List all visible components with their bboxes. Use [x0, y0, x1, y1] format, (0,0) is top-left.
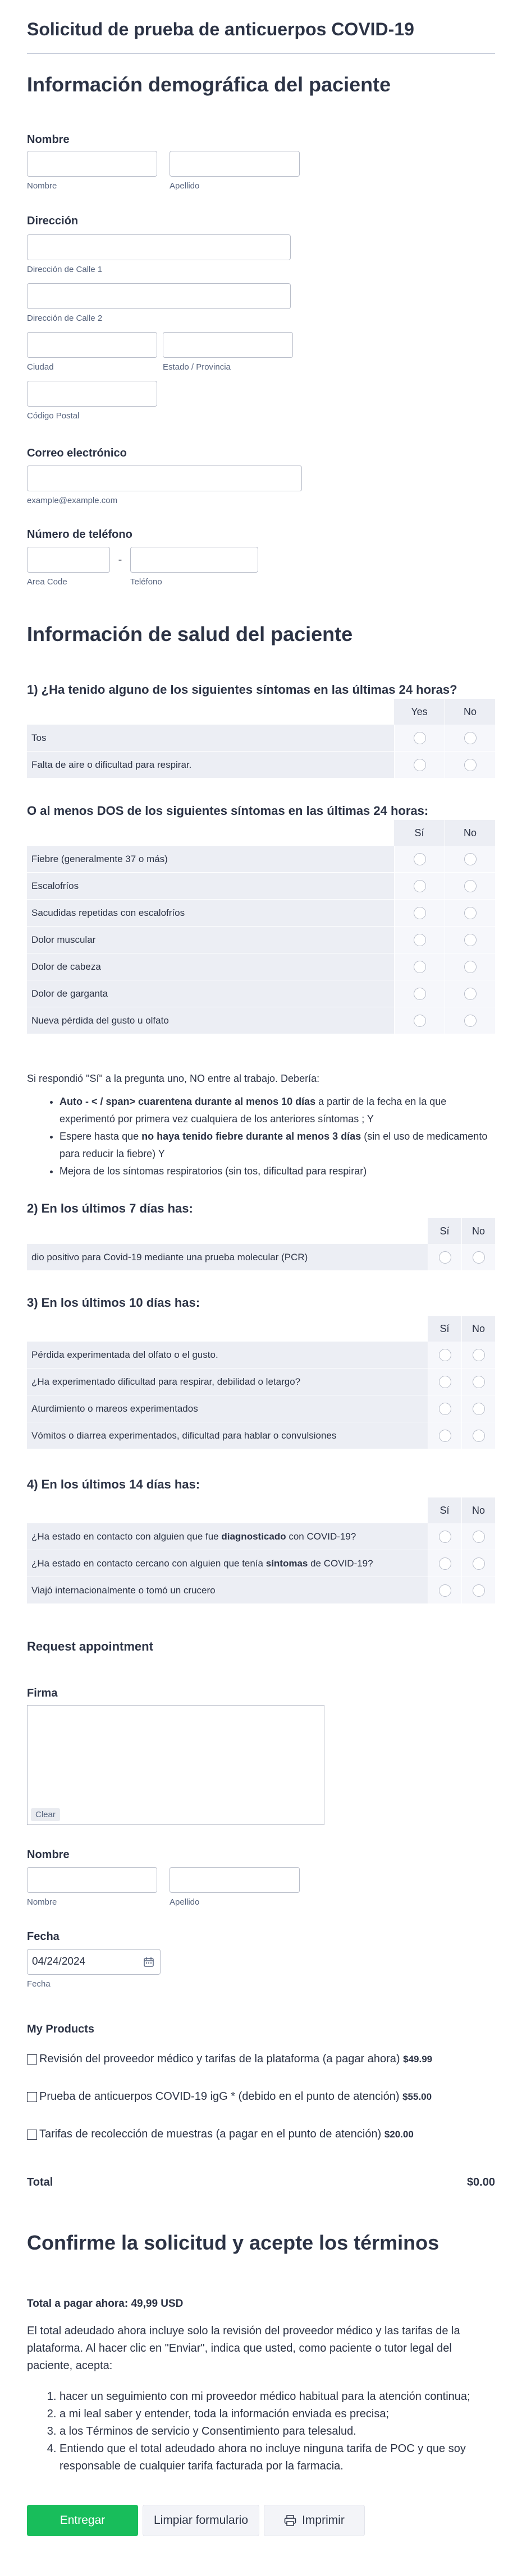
- q2-no-radio[interactable]: [464, 853, 477, 865]
- table-row: [27, 1523, 495, 1550]
- advice-text: (sin el uso de medicamento para reducir la fiebre) Y: [59, 1131, 488, 1159]
- advice-bullet: [59, 1163, 495, 1180]
- q4-row-label: Pérdida experimentada del olfato o el gusto.: [27, 1342, 428, 1368]
- product-item[interactable]: [27, 2128, 414, 2141]
- street2-input[interactable]: [27, 283, 291, 309]
- last-name-sublabel: Apellido: [170, 181, 200, 191]
- clear-signature-button[interactable]: Clear: [31, 1808, 60, 1821]
- q5-row-bold: diagnosticado: [221, 1531, 286, 1542]
- table-row: [27, 1577, 495, 1604]
- q5-no-radio[interactable]: [473, 1584, 485, 1597]
- printer-icon: [284, 2515, 296, 2526]
- table-row: [27, 900, 495, 927]
- phone-label: Número de teléfono: [27, 528, 132, 541]
- signature-pad[interactable]: [27, 1705, 324, 1825]
- q4-yes-radio[interactable]: [439, 1349, 451, 1361]
- q3-no-radio[interactable]: [473, 1251, 485, 1264]
- submit-button[interactable]: Entregar: [27, 2505, 138, 2536]
- q1-matrix: [27, 699, 495, 778]
- table-row: [27, 1550, 495, 1577]
- q5-row-label: [27, 1523, 428, 1550]
- q1-r2-no-radio[interactable]: [464, 759, 477, 771]
- q2-matrix: [27, 820, 495, 1034]
- q4-no-radio[interactable]: [473, 1403, 485, 1415]
- email-label: Correo electrónico: [27, 447, 127, 459]
- email-input[interactable]: [27, 466, 302, 491]
- q1-row-label: Tos: [27, 725, 394, 752]
- advice-bullet: [59, 1093, 495, 1128]
- table-row: [27, 1368, 495, 1395]
- table-row: [27, 1244, 495, 1271]
- q3-title: 2) En los últimos 7 días has:: [27, 1201, 193, 1215]
- table-row: [27, 927, 495, 953]
- postal-input[interactable]: [27, 381, 157, 407]
- terms-item: 1. hacer un seguimiento con mi proveedor médico habitual para la atención continua;: [59, 2388, 495, 2406]
- appointment-name-group: [27, 1849, 300, 1907]
- q2-no-radio[interactable]: [464, 988, 477, 1000]
- q1-row-label: Falta de aire o dificultad para respirar.: [27, 752, 394, 778]
- table-row: [27, 725, 495, 752]
- q2-no-radio[interactable]: [464, 961, 477, 973]
- advice-bullet: [59, 1128, 495, 1163]
- phone-sublabel: Teléfono: [130, 577, 162, 587]
- email-group: [27, 447, 302, 505]
- terms-item: 2. a mi leal saber y entender, toda la información enviada es precisa;: [59, 2406, 495, 2423]
- q4-row-label: Aturdimiento o mareos experimentados: [27, 1395, 428, 1422]
- table-row: [27, 1395, 495, 1422]
- date-group: [27, 1930, 161, 1989]
- date-label: Fecha: [27, 1930, 59, 1943]
- address-group: [27, 215, 293, 421]
- street2-sublabel: Dirección de Calle 2: [27, 314, 103, 323]
- print-label: Imprimir: [302, 2514, 345, 2527]
- q2-yes-radio[interactable]: [414, 1015, 426, 1027]
- q5-no-radio[interactable]: [473, 1531, 485, 1543]
- q4-row-label: ¿Ha experimentado dificultad para respirar, debilidad o letargo?: [27, 1368, 428, 1395]
- terms-list: [27, 2388, 495, 2475]
- appointment-last-name-sublabel: Apellido: [170, 1897, 200, 1907]
- q1-col-no: No: [445, 699, 495, 725]
- table-row: [27, 1422, 495, 1449]
- calendar-icon[interactable]: [143, 1956, 154, 1971]
- q2-title: O al menos DOS de los siguientes síntomas en las últimas 24 horas:: [27, 804, 429, 818]
- form-title: Solicitud de prueba de anticuerpos COVID-19: [27, 0, 495, 54]
- q4-no-radio[interactable]: [473, 1349, 485, 1361]
- q4-matrix: [27, 1316, 495, 1449]
- q1-r2-yes-radio[interactable]: [414, 759, 426, 771]
- q3-col-yes: Sí: [428, 1218, 461, 1244]
- advice-bold: Auto - < / span> cuarentena durante al menos 10 días: [59, 1096, 316, 1107]
- product-price: $20.00: [384, 2129, 414, 2140]
- table-row: [27, 1007, 495, 1034]
- table-row: [27, 846, 495, 873]
- q2-no-radio[interactable]: [464, 934, 477, 946]
- table-row: [27, 953, 495, 980]
- q5-row-text: de COVID-19?: [308, 1557, 373, 1569]
- q2-yes-radio[interactable]: [414, 988, 426, 1000]
- city-sublabel: Ciudad: [27, 362, 54, 372]
- q5-row-text: con COVID-19?: [286, 1531, 356, 1542]
- advice-text: a partir de la fecha en la que experimentó por primera vez cualquiera de los anteriores síntomas ; Y: [59, 1096, 447, 1125]
- appointment-first-name-input[interactable]: [27, 1867, 157, 1893]
- q2-no-radio[interactable]: [464, 907, 477, 919]
- address-label: Dirección: [27, 215, 79, 227]
- advice-block: [27, 1070, 495, 1180]
- state-input[interactable]: [163, 332, 293, 358]
- q4-yes-radio[interactable]: [439, 1430, 451, 1442]
- q2-row-label: Dolor de cabeza: [27, 953, 394, 980]
- q2-yes-radio[interactable]: [414, 907, 426, 919]
- table-row: [27, 752, 495, 778]
- terms-item: 3. a los Términos de servicio y Consentimiento para telesalud.: [59, 2423, 495, 2440]
- total-value: $0.00: [466, 2176, 495, 2188]
- street1-input[interactable]: [27, 234, 291, 260]
- email-sublabel: example@example.com: [27, 496, 118, 505]
- terms-item: 4. Entiendo que el total adeudado ahora no incluye ninguna tarifa de POC y que soy responsable de cualquier tarifa facturada por la farmacia.: [59, 2440, 495, 2475]
- signature-label: Firma: [27, 1687, 58, 1699]
- q4-no-radio[interactable]: [473, 1376, 485, 1388]
- q3-col-no: No: [461, 1218, 495, 1244]
- q2-row-label: Nueva pérdida del gusto u olfato: [27, 1007, 394, 1034]
- q1-r1-no-radio[interactable]: [464, 732, 477, 744]
- clear-form-button[interactable]: Limpiar formulario: [143, 2505, 259, 2536]
- q5-no-radio[interactable]: [473, 1557, 485, 1570]
- street1-sublabel: Dirección de Calle 1: [27, 265, 103, 274]
- q2-yes-radio[interactable]: [414, 853, 426, 865]
- last-name-input[interactable]: [170, 151, 300, 177]
- product-name: Prueba de anticuerpos COVID-19 igG * (debido en el punto de atención): [39, 2090, 400, 2103]
- demographics-heading: Información demográfica del paciente: [27, 73, 391, 96]
- q5-col-yes: Sí: [428, 1497, 461, 1523]
- state-sublabel: Estado / Provincia: [163, 362, 231, 372]
- name-group: [27, 133, 300, 191]
- confirm-heading: Confirme la solicitud y acepte los términos: [27, 2231, 439, 2254]
- q2-row-label: Fiebre (generalmente 37 o más): [27, 846, 394, 873]
- q5-row-bold: síntomas: [265, 1557, 308, 1569]
- product-price: $55.00: [402, 2091, 432, 2102]
- appointment-name-label: Nombre: [27, 1849, 70, 1861]
- q5-title: 4) En los últimos 14 días has:: [27, 1477, 200, 1491]
- appointment-first-name-sublabel: Nombre: [27, 1897, 57, 1907]
- q5-yes-radio[interactable]: [439, 1531, 451, 1543]
- q2-row-label: Sacudidas repetidas con escalofríos: [27, 900, 394, 927]
- advice-intro: Si respondió "Sí" a la pregunta uno, NO entre al trabajo. Debería:: [27, 1073, 320, 1084]
- q4-row-label: Vómitos o diarrea experimentados, dificultad para hablar o convulsiones: [27, 1422, 428, 1449]
- q5-yes-radio[interactable]: [439, 1557, 451, 1570]
- date-input[interactable]: [27, 1949, 161, 1975]
- total-row: [27, 2176, 495, 2189]
- table-row: [27, 980, 495, 1007]
- products-heading: My Products: [27, 2023, 95, 2035]
- city-input[interactable]: [27, 332, 157, 358]
- q5-yes-radio[interactable]: [439, 1584, 451, 1597]
- product-name: Revisión del proveedor médico y tarifas de la plataforma (a pagar ahora): [39, 2053, 400, 2065]
- q2-col-no: No: [445, 820, 495, 846]
- amount-due: Total a pagar ahora: 49,99 USD: [27, 2298, 184, 2310]
- date-value: 04/24/2024: [32, 1956, 86, 1967]
- q1-col-yes: Yes: [394, 699, 445, 725]
- q3-row-label: dio positivo para Covid-19 mediante una prueba molecular (PCR): [27, 1244, 428, 1271]
- q2-col-yes: Sí: [394, 820, 445, 846]
- q2-row-label: Escalofríos: [27, 873, 394, 900]
- first-name-sublabel: Nombre: [27, 181, 57, 191]
- q2-row-label: Dolor de garganta: [27, 980, 394, 1007]
- advice-text: Mejora de los síntomas respiratorios (sin tos, dificultad para respirar): [59, 1165, 367, 1177]
- area-code-sublabel: Area Code: [27, 577, 67, 587]
- q3-matrix: [27, 1218, 495, 1271]
- q5-col-no: No: [461, 1497, 495, 1523]
- q5-row-text: ¿Ha estado en contacto con alguien que fue: [31, 1531, 222, 1542]
- q2-no-radio[interactable]: [464, 1015, 477, 1027]
- q1-title: 1) ¿Ha tenido alguno de los siguientes síntomas en las últimas 24 horas?: [27, 683, 457, 697]
- q2-no-radio[interactable]: [464, 880, 477, 892]
- q5-row-label: [27, 1550, 428, 1577]
- q4-col-no: No: [461, 1316, 495, 1342]
- table-row: [27, 1342, 495, 1368]
- q5-row-text: ¿Ha estado en contacto cercano con alguien que tenía: [31, 1557, 266, 1569]
- q4-title: 3) En los últimos 10 días has:: [27, 1296, 200, 1310]
- q1-r1-yes-radio[interactable]: [414, 732, 426, 744]
- name-label: Nombre: [27, 133, 70, 146]
- health-heading: Información de salud del paciente: [27, 623, 353, 646]
- product-item[interactable]: [27, 2090, 432, 2103]
- q5-row-label: Viajó internacionalmente o tomó un crucero: [27, 1577, 428, 1604]
- total-label: Total: [27, 2176, 53, 2188]
- date-sublabel: Fecha: [27, 1979, 51, 1989]
- q4-yes-radio[interactable]: [439, 1376, 451, 1388]
- q2-yes-radio[interactable]: [414, 961, 426, 973]
- postal-sublabel: Código Postal: [27, 411, 80, 421]
- confirm-paragraph: El total adeudado ahora incluye solo la revisión del proveedor médico y las tarifas de la plataforma. Al hacer clic en "Enviar", indica que usted, como paciente o tutor legal del paciente, acepta:: [27, 2325, 460, 2372]
- q2-yes-radio[interactable]: [414, 934, 426, 946]
- area-code-input[interactable]: [27, 547, 110, 573]
- advice-bold: no haya tenido fiebre durante al menos 3 días: [141, 1131, 361, 1142]
- appointment-last-name-input[interactable]: [170, 1867, 300, 1893]
- q3-yes-radio[interactable]: [439, 1251, 451, 1264]
- phone-input[interactable]: [130, 547, 258, 573]
- product-name: Tarifas de recolección de muestras (a pagar en el punto de atención): [39, 2128, 382, 2140]
- first-name-input[interactable]: [27, 151, 157, 177]
- q2-row-label: Dolor muscular: [27, 927, 394, 953]
- q2-yes-radio[interactable]: [414, 880, 426, 892]
- appointment-heading: Request appointment: [27, 1639, 153, 1653]
- q4-yes-radio[interactable]: [439, 1403, 451, 1415]
- advice-text: Espere hasta que: [59, 1131, 142, 1142]
- product-checkbox[interactable]: [27, 2054, 37, 2065]
- product-price: $49.99: [403, 2054, 433, 2065]
- phone-group: [27, 528, 258, 587]
- product-checkbox[interactable]: [27, 2130, 37, 2140]
- product-item[interactable]: [27, 2053, 432, 2066]
- print-button[interactable]: [264, 2505, 365, 2536]
- q4-col-yes: Sí: [428, 1316, 461, 1342]
- product-checkbox[interactable]: [27, 2092, 37, 2102]
- phone-dash: -: [118, 554, 122, 566]
- q5-matrix: [27, 1497, 495, 1604]
- table-row: [27, 873, 495, 900]
- q4-no-radio[interactable]: [473, 1430, 485, 1442]
